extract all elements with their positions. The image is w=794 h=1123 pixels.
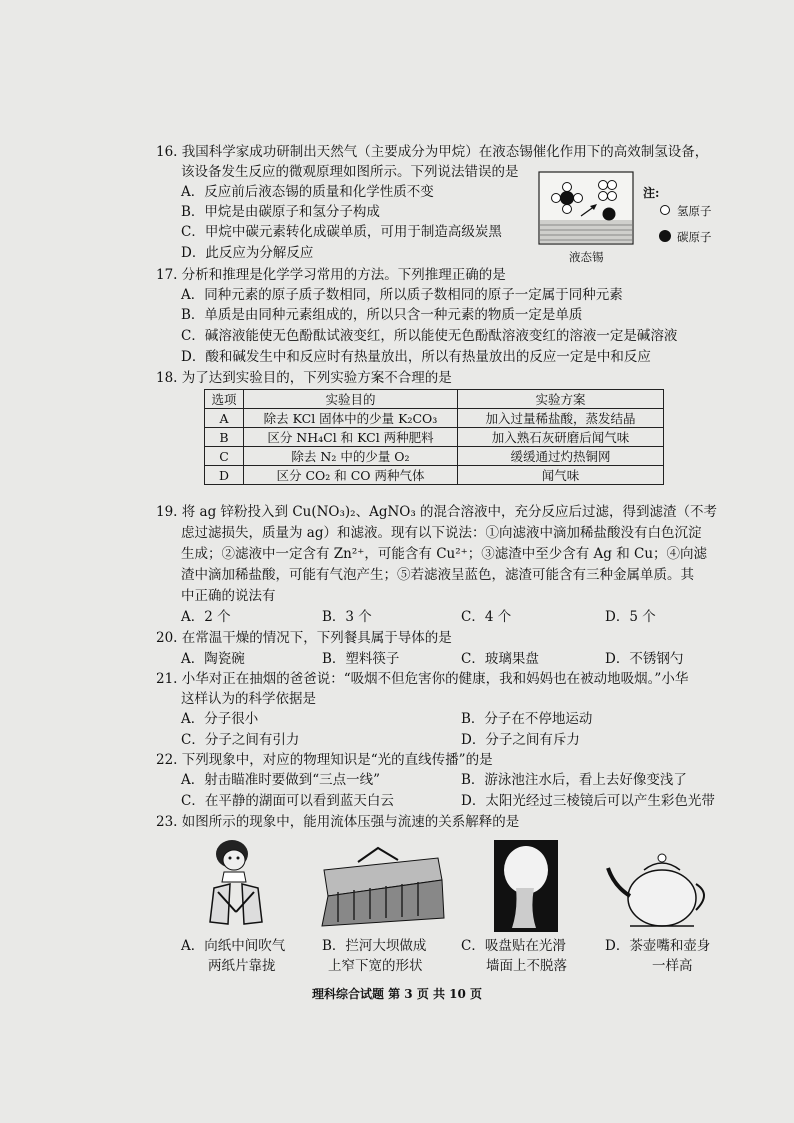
table-cell: 除去 KCl 固体中的少量 K₂CO₃	[244, 409, 458, 428]
q17-stem: 17. 分析和推理是化学学习常用的方法。下列推理正确的是	[156, 267, 506, 283]
q19-option-a: A．2 个	[181, 609, 231, 625]
q23-stem: 23. 如图所示的现象中，能用流体压强与流速的关系解释的是	[156, 814, 520, 830]
q19-option-c: C．4 个	[461, 609, 512, 625]
q19-line1: 19. 将 ag 锌粉投入到 Cu(NO₃)₂、AgNO₃ 的混合溶液中，充分反应后过滤，得到滤渣（不考	[156, 504, 718, 520]
table-row	[205, 466, 664, 485]
q19-line3: 生成；②滤液中一定含有 Zn²⁺，可能含有 Cu²⁺；③滤渣中至少含有 Ag 和 Cu；④向滤	[181, 546, 708, 562]
q16-line1: 16. 我国科学家成功研制出天然气（主要成分为甲烷）在液态锡催化作用下的高效制氢设备，	[156, 144, 709, 160]
table-cell: 闻气味	[458, 466, 664, 485]
teapot-figure	[604, 846, 714, 932]
q21-line1: 21. 小华对正在抽烟的爸爸说：“吸烟不但危害你的健康，我和妈妈也在被动地吸烟。”小华	[156, 671, 689, 687]
q16-option-c: C．甲烷中碳元素转化成碳单质，可用于制造高级炭黑	[181, 224, 502, 240]
table-row	[205, 428, 664, 447]
q23-caption-b-line2: 上窄下宽的形状	[328, 958, 423, 974]
q16-liquid-tin-label: 液态锡	[569, 250, 604, 264]
q21-option-a: A．分子很小	[181, 711, 259, 727]
q19-option-b: B．3 个	[322, 609, 372, 625]
table-row	[205, 447, 664, 466]
q23-caption-a-line2: 两纸片靠拢	[208, 958, 276, 974]
q18-table	[204, 389, 664, 485]
q23-figure-d	[604, 846, 714, 932]
q16-option-d: D．此反应为分解反应	[181, 245, 314, 261]
q20-option-b: B．塑料筷子	[322, 651, 400, 667]
q23-figure-b	[318, 840, 446, 932]
q16-line2: 该设备发生反应的微观原理如图所示。下列说法错误的是	[181, 164, 519, 180]
table-cell: B	[205, 428, 244, 447]
q19-option-d: D．5 个	[605, 609, 656, 625]
table-cell: 区分 NH₄Cl 和 KCl 两种肥料	[244, 428, 458, 447]
q20-option-d: D．不锈钢勺	[605, 651, 684, 667]
q16-legend-carbon: 碳原子	[677, 230, 712, 244]
q16-legend-hydrogen: 氢原子	[677, 204, 712, 218]
table-cell: 加入过量稀盐酸，蒸发结晶	[458, 409, 664, 428]
q16-option-b: B．甲烷是由碳原子和氢分子构成	[181, 204, 380, 220]
q23-caption-a-line1: A．向纸中间吹气	[181, 938, 286, 954]
q17-option-a: A．同种元素的原子质子数相同，所以质子数相同的原子一定属于同种元素	[181, 287, 623, 303]
q17-option-d: D．酸和碱发生中和反应时有热量放出，所以有热量放出的反应一定是中和反应	[181, 349, 651, 365]
blowing-paper-figure	[196, 832, 278, 932]
q23-caption-d-line1: D．茶壶嘴和壶身	[605, 938, 711, 954]
q23-figure-a	[196, 832, 278, 932]
col-header-goal: 实验目的	[244, 390, 458, 409]
q16-option-a: A．反应前后液态锡的质量和化学性质不变	[181, 184, 434, 200]
table-row	[205, 409, 664, 428]
q21-option-d: D．分子之间有斥力	[461, 732, 580, 748]
q23-caption-b-line1: B．拦河大坝做成	[322, 938, 427, 954]
q16-diagram	[537, 170, 719, 266]
table-cell: 加入熟石灰研磨后闻气味	[458, 428, 664, 447]
q22-option-d: D．太阳光经过三棱镜后可以产生彩色光带	[461, 793, 715, 809]
q20-stem: 20. 在常温干燥的情况下，下列餐具属于导体的是	[156, 630, 452, 646]
table-cell: D	[205, 466, 244, 485]
page-footer: 理科综合试题 第 3 页 共 10 页	[311, 987, 483, 1001]
suction-cup-figure	[494, 840, 558, 932]
col-header-plan: 实验方案	[458, 390, 664, 409]
q23-caption-c-line2: 墙面上不脱落	[486, 958, 567, 974]
q16-diagram-note: 注:	[643, 186, 660, 200]
q18-stem: 18. 为了达到实验目的，下列实验方案不合理的是	[156, 370, 452, 386]
q19-line4: 渣中滴加稀盐酸，可能有气泡产生；⑤若滤液呈蓝色，滤渣可能含有三种金属单质。其	[181, 567, 694, 583]
table-header-row	[205, 390, 664, 409]
q20-option-a: A．陶瓷碗	[181, 651, 245, 667]
q23-caption-c-line1: C．吸盘贴在光滑	[461, 938, 566, 954]
table-cell: 区分 CO₂ 和 CO 两种气体	[244, 466, 458, 485]
q23-figure-c	[494, 840, 558, 932]
q19-line5: 中正确的说法有	[181, 588, 276, 604]
q21-option-c: C．分子之间有引力	[181, 732, 300, 748]
dam-figure	[318, 840, 446, 932]
q22-option-b: B．游泳池注水后，看上去好像变浅了	[461, 772, 687, 788]
q22-option-a: A．射击瞄准时要做到“三点一线”	[181, 772, 381, 788]
table-cell: 除去 N₂ 中的少量 O₂	[244, 447, 458, 466]
table-cell: 缓缓通过灼热铜网	[458, 447, 664, 466]
col-header-option: 选项	[205, 390, 244, 409]
q22-option-c: C．在平静的湖面可以看到蓝天白云	[181, 793, 394, 809]
q17-option-c: C．碱溶液能使无色酚酞试液变红，所以能使无色酚酞溶液变红的溶液一定是碱溶液	[181, 328, 678, 344]
q21-line2: 这样认为的科学依据是	[181, 691, 316, 707]
table-cell: C	[205, 447, 244, 466]
table-cell: A	[205, 409, 244, 428]
q20-option-c: C．玻璃果盘	[461, 651, 539, 667]
q23-caption-d-line2: 一样高	[652, 958, 693, 974]
q19-line2: 虑过滤损失，质量为 ag）和滤液。现有以下说法：①向滤液中滴加稀盐酸没有白色沉淀	[181, 525, 702, 541]
q22-stem: 22. 下列现象中，对应的物理知识是“光的直线传播”的是	[156, 752, 493, 768]
q17-option-b: B．单质是由同种元素组成的，所以只含一种元素的物质一定是单质	[181, 307, 583, 323]
q21-option-b: B．分子在不停地运动	[461, 711, 593, 727]
